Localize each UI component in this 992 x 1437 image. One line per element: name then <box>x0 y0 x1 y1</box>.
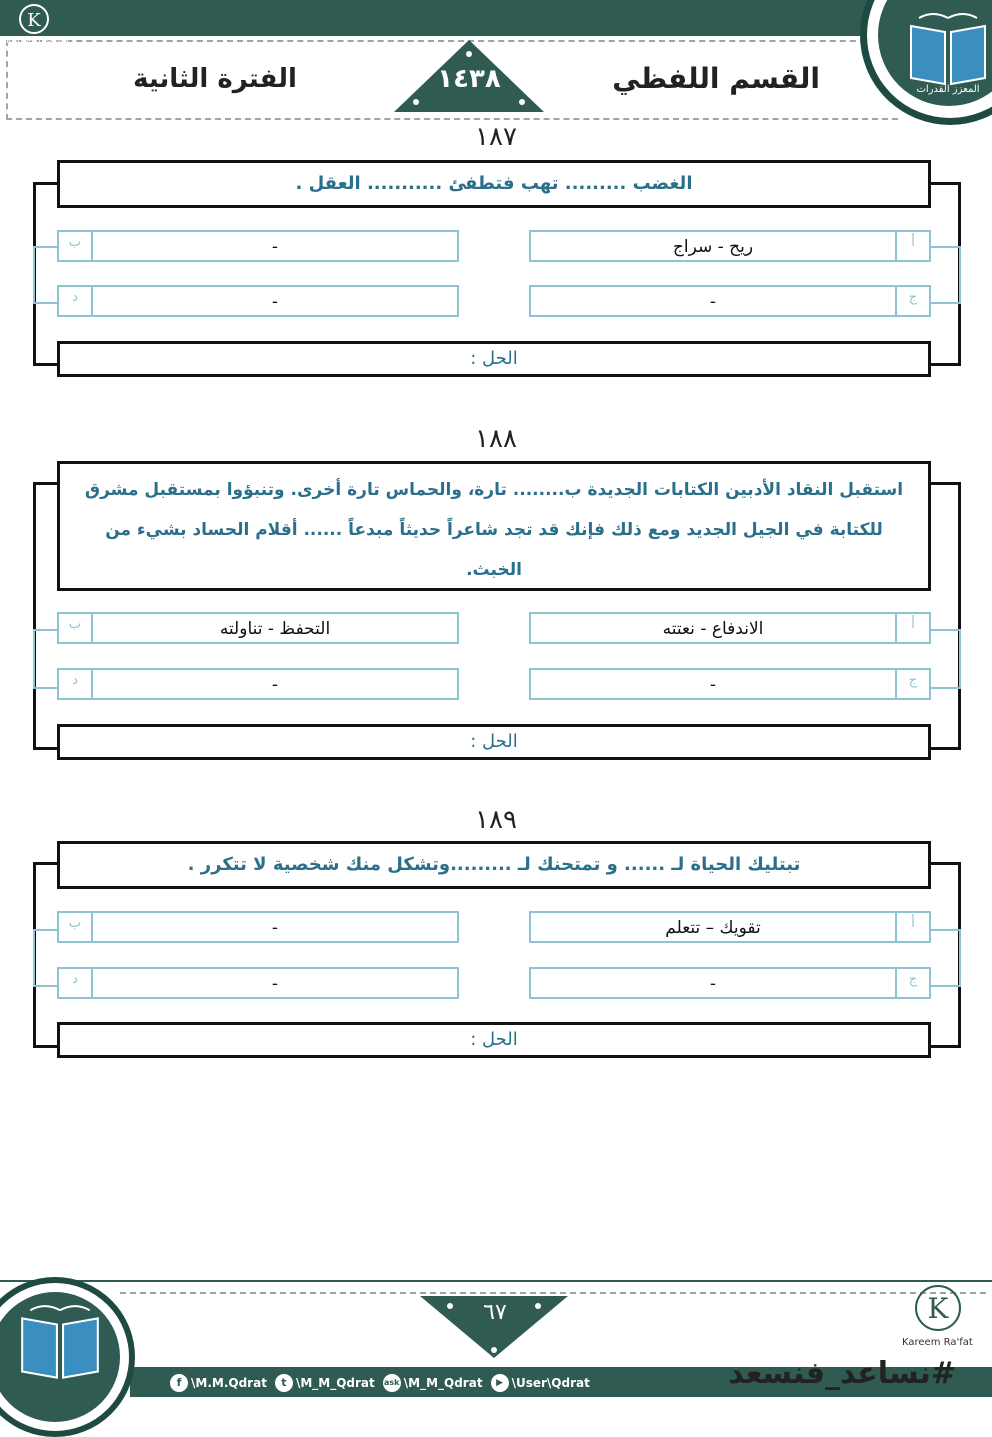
social-handle: \M_M_Qdrat <box>403 1376 483 1390</box>
question-text <box>57 160 931 208</box>
option-c[interactable] <box>529 285 931 317</box>
social-handle: \User\Qdrat <box>511 1376 590 1390</box>
period-title: الفترة الثانية <box>133 64 297 94</box>
kareem-logo-icon <box>10 2 60 36</box>
options-connector-left <box>33 246 59 304</box>
answer-label: الحل : <box>470 1029 518 1050</box>
social-youtube[interactable] <box>491 1374 590 1392</box>
social-handle: \M.M.Qdrat <box>191 1376 267 1390</box>
hashtag: #نساعد_فنسعد <box>728 1356 956 1391</box>
question-line: تبتليك الحياة لـ ...... و تمتحنك لـ .........وتشكل منك شخصية لا تتكرر . <box>187 854 801 875</box>
option-a[interactable] <box>529 612 931 644</box>
option-a-letter: أ <box>895 232 929 260</box>
option-b-text: - <box>271 237 279 257</box>
question-line: للكتابة في الجيل الجديد ومع ذلك فإنك قد تجد شاعراً حديثاً مبدعاً ...... أقلام الحساد بشيء من <box>105 520 883 540</box>
option-a-letter: أ <box>895 913 929 941</box>
options-connector-right <box>931 929 961 987</box>
question-text <box>57 461 931 591</box>
question-text <box>57 841 931 889</box>
option-c[interactable] <box>529 967 931 999</box>
social-handle: \M_M_Qdrat <box>295 1376 375 1390</box>
year-label: ١٤٣٨ <box>437 64 501 94</box>
question-number: ١٨٨ <box>475 424 517 454</box>
options-connector-right <box>931 629 961 689</box>
question-line: الخبث. <box>466 560 522 580</box>
outer-bracket-left <box>33 482 60 750</box>
option-c-letter: ج <box>895 969 929 997</box>
footer-dashed-line <box>120 1292 986 1294</box>
option-d-letter: د <box>59 670 93 698</box>
option-b-letter: ب <box>59 614 93 642</box>
option-d-text: - <box>271 974 279 994</box>
outer-bracket-right <box>931 482 961 750</box>
option-c-text: - <box>709 974 717 994</box>
options-connector-left <box>33 629 59 689</box>
ask-icon: ask <box>383 1374 401 1392</box>
option-c-letter: ج <box>895 287 929 315</box>
option-b-text: - <box>271 918 279 938</box>
svg-text:K: K <box>927 1292 949 1325</box>
option-b[interactable] <box>57 911 459 943</box>
option-d[interactable] <box>57 668 459 700</box>
brand-name: Kareem Ra'fat <box>6 36 70 46</box>
answer-box[interactable] <box>57 724 931 760</box>
social-twitter[interactable] <box>275 1374 375 1392</box>
option-c[interactable] <box>529 668 931 700</box>
social-facebook[interactable] <box>170 1374 267 1392</box>
social-links <box>170 1372 598 1394</box>
answer-box[interactable] <box>57 341 931 377</box>
answer-label: الحل : <box>470 731 518 752</box>
facebook-icon: f <box>170 1374 188 1392</box>
options-connector-left <box>33 929 59 987</box>
social-ask[interactable] <box>383 1374 483 1392</box>
section-title: القسم اللفظي <box>612 62 820 95</box>
question-number: ١٨٧ <box>475 122 517 152</box>
option-c-letter: ج <box>895 670 929 698</box>
answer-label: الحل : <box>470 348 518 369</box>
kareem-logo-icon <box>904 1282 972 1334</box>
brand-name: Kareem Ra'fat <box>902 1337 973 1348</box>
option-b-text: التحفظ - تناولته <box>219 619 331 639</box>
option-d[interactable] <box>57 285 459 317</box>
option-c-text: - <box>709 292 717 312</box>
option-b-letter: ب <box>59 913 93 941</box>
footer-top-line <box>0 1280 992 1282</box>
option-b-letter: ب <box>59 232 93 260</box>
option-d[interactable] <box>57 967 459 999</box>
option-d-text: - <box>271 292 279 312</box>
header-band <box>0 0 870 36</box>
option-a-letter: أ <box>895 614 929 642</box>
twitter-icon: t <box>275 1374 293 1392</box>
option-d-text: - <box>271 675 279 695</box>
option-a-text: ريح - سراج <box>672 237 754 257</box>
question-line: استقبل النقاد الأدبين الكتابات الجديدة ب........ تارة، والحماس تارة أخرى. وتنبؤوا بمستقبل مشرق <box>84 480 904 500</box>
svg-text:K: K <box>27 10 41 31</box>
book-logo-icon <box>12 1300 108 1392</box>
logo-text: المعزز القدرات <box>916 84 980 95</box>
option-b[interactable] <box>57 230 459 262</box>
option-d-letter: د <box>59 287 93 315</box>
option-a[interactable] <box>529 911 931 943</box>
option-c-text: - <box>709 675 717 695</box>
book-logo-icon <box>903 8 992 98</box>
option-a[interactable] <box>529 230 931 262</box>
option-d-letter: د <box>59 969 93 997</box>
option-a-text: الاندفاع - نعتته <box>662 619 764 639</box>
page-number: ٦٧ <box>483 1300 507 1325</box>
question-line: الغضب ......... تهب فتطفئ ........... العقل . <box>295 173 693 194</box>
options-connector-right <box>931 246 961 304</box>
answer-box[interactable] <box>57 1022 931 1058</box>
question-number: ١٨٩ <box>475 805 517 835</box>
option-a-text: تقويك – تتعلم <box>665 918 761 938</box>
option-b[interactable] <box>57 612 459 644</box>
youtube-icon: ▶ <box>491 1374 509 1392</box>
